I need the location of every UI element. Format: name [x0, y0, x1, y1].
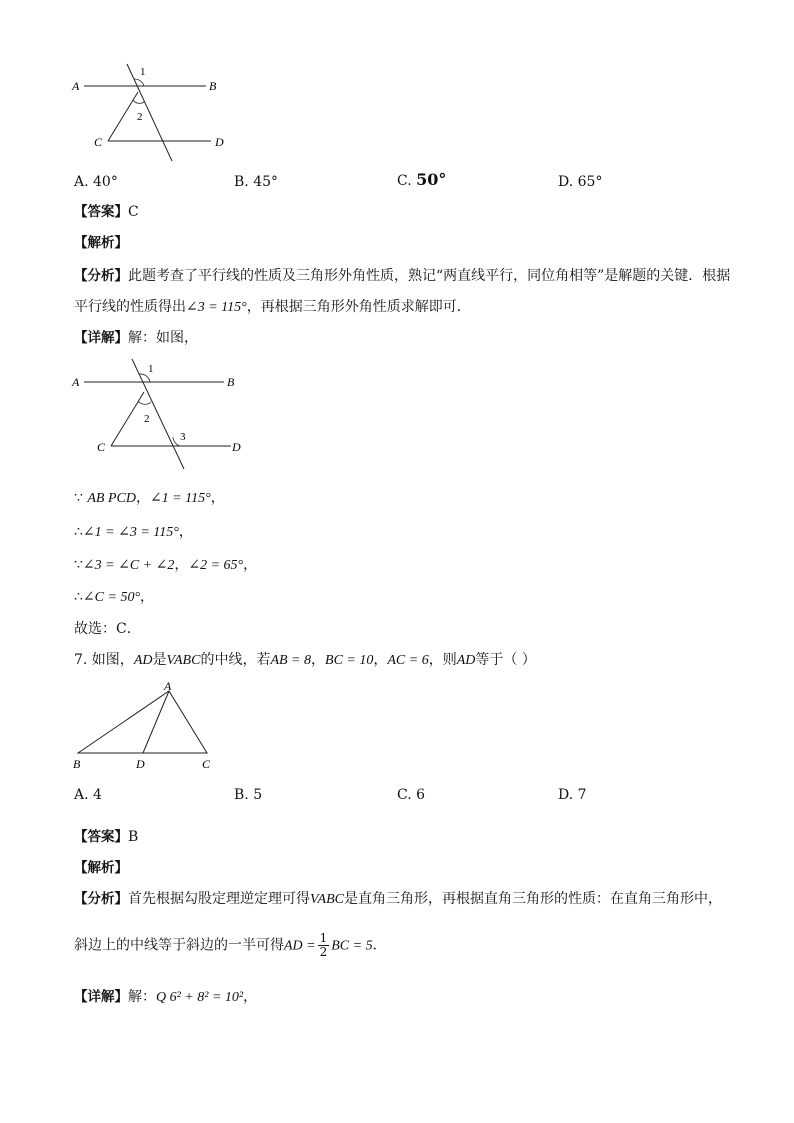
transversal — [127, 64, 172, 161]
q6-step-4 — [74, 587, 154, 608]
side-ce — [108, 92, 138, 141]
step-end: ， — [140, 589, 155, 605]
step-symbol: ∵ — [74, 557, 83, 573]
fenxi-text-1: 此题考查了平行线的性质及三角形外角性质，熟记“两直线平行，同位角相等”是解题的关键．根据 — [128, 268, 731, 284]
label-b: B — [227, 375, 235, 389]
q7-t3: ，则 — [428, 652, 457, 668]
label-d: D — [215, 135, 224, 149]
q7-option-d: D. 7 — [558, 787, 587, 803]
xiangjie-tag: 【详解】 — [74, 989, 128, 1005]
fenxi-text-2a: 斜边上的中线等于斜边的一半可得 — [74, 937, 284, 954]
fenxi-text-2b: ，再根据三角形外角性质求解即可． — [246, 299, 471, 315]
fenxi-math-angle3: ∠3 = 115° — [186, 300, 247, 315]
figure-2-svg — [66, 356, 256, 474]
side-ce — [111, 392, 144, 446]
answer-value: C — [128, 204, 139, 220]
label-c: C — [202, 757, 211, 771]
label-a: A — [72, 375, 80, 389]
transversal — [132, 359, 184, 469]
fraction-half — [318, 932, 330, 959]
q7-e1: AB = 8 — [270, 653, 312, 668]
label-c: C — [94, 135, 103, 149]
figure-parallel-lines-1 — [66, 60, 236, 166]
angle-2-arc — [138, 401, 151, 404]
step-end: ， — [243, 557, 258, 573]
xiangjie-math: Q 6² + 8² = 10² — [156, 990, 244, 1005]
q7-xiangjie — [74, 987, 257, 1008]
fenxi-triangle: VABC — [310, 892, 344, 907]
q6-option-c — [397, 170, 446, 191]
label-a: A — [72, 79, 80, 93]
label-c: C — [97, 440, 106, 454]
angle-2-arc — [133, 100, 144, 103]
q7-t4: 等于（ ） — [475, 652, 536, 668]
step-end: ， — [210, 490, 225, 506]
label-1: 1 — [148, 363, 154, 375]
step-math: ∠C = 50° — [82, 590, 141, 605]
q6-fenxi-line1 — [74, 266, 730, 286]
q6-fenxi-line2 — [74, 297, 471, 318]
step-math-2: ∠2 = 65° — [188, 558, 244, 573]
label-d: D — [136, 757, 145, 771]
answer-value: B — [128, 829, 139, 845]
step-symbol: ∴ — [74, 524, 83, 540]
q7-t2: 的中线，若 — [200, 652, 271, 668]
step-math: ∠1 = ∠3 = 115° — [82, 525, 179, 540]
q7-comma-1: ， — [311, 652, 326, 668]
step-math: AB PCD — [87, 491, 136, 506]
q6-step-1 — [74, 488, 225, 509]
fraction-denominator: 2 — [319, 945, 328, 959]
q6-xiangjie — [74, 328, 198, 348]
step-math: ∠3 = ∠C + ∠2 — [82, 558, 175, 573]
label-2: 2 — [144, 413, 150, 425]
analysis-tag: 【解析】 — [74, 235, 128, 251]
q7-triangle: VABC — [166, 653, 201, 668]
q6-option-b: B. 45° — [234, 174, 279, 190]
q6-answer — [74, 202, 139, 222]
label-a: A — [164, 680, 172, 693]
step-symbol: ∵ — [74, 490, 83, 506]
q6-step-2 — [74, 522, 193, 543]
step-math-2: ∠1 = 115° — [149, 491, 211, 506]
fenxi-text-2a: 平行线的性质得出 — [74, 299, 186, 315]
q7-analysis-tag — [74, 858, 128, 878]
figure-1-svg — [66, 60, 236, 166]
q6-choose: 故选：C． — [74, 621, 141, 637]
step-symbol: ∴ — [74, 589, 83, 605]
q7-t1: 是 — [152, 652, 167, 668]
label-3: 3 — [180, 431, 186, 443]
label-2: 2 — [137, 111, 143, 123]
analysis-tag: 【解析】 — [74, 860, 128, 876]
q7-ad-2: AD — [456, 653, 476, 668]
label-b: B — [209, 79, 217, 93]
q7-e3: AC = 6 — [387, 653, 429, 668]
q7-option-c: C. 6 — [397, 787, 426, 803]
fenxi-text-1b: 是直角三角形，再根据直角三角形的性质：在直角三角形中， — [343, 891, 722, 907]
fenxi-tag: 【分析】 — [74, 268, 128, 284]
fenxi-text-2b: ． — [372, 937, 387, 954]
fenxi-math-bc: BC = 5 — [331, 938, 373, 954]
step-sep: ， — [135, 490, 150, 506]
q7-option-b: B. 5 — [234, 787, 263, 803]
angle-3-arc — [173, 437, 180, 446]
fenxi-tag: 【分析】 — [74, 891, 128, 907]
label-1: 1 — [140, 66, 146, 78]
xiangjie-tag: 【详解】 — [74, 330, 128, 346]
q6-step-3 — [74, 555, 257, 576]
fenxi-text-1a: 首先根据勾股定理逆定理可得 — [128, 891, 310, 907]
figure-3-svg — [66, 680, 226, 772]
xiangjie-pre: 解： — [128, 989, 156, 1005]
q7-answer — [74, 827, 138, 847]
q7-e2: BC = 10 — [325, 653, 374, 668]
q7-option-a: A. 4 — [74, 787, 102, 803]
answer-tag: 【答案】 — [74, 829, 128, 845]
triangle-abc — [78, 691, 207, 753]
step-sep: ， — [174, 557, 189, 573]
q7-prefix: 7. 如图， — [74, 652, 134, 668]
q7-comma-2: ， — [373, 652, 388, 668]
q7-fenxi-line1 — [74, 889, 722, 910]
q6-option-a: A. 40° — [74, 174, 118, 190]
fraction-numerator: 1 — [319, 931, 328, 945]
fenxi-math-ad: AD = — [284, 938, 316, 954]
q7-question — [74, 650, 536, 671]
q7-ad: AD — [133, 653, 153, 668]
label-d: D — [232, 440, 241, 454]
q6-option-d: D. 65° — [558, 174, 603, 190]
answer-tag: 【答案】 — [74, 204, 128, 220]
xiangjie-post: ， — [243, 989, 258, 1005]
q7-fenxi-line2 — [74, 932, 387, 959]
step-end: ， — [178, 524, 193, 540]
figure-parallel-lines-2 — [66, 356, 256, 474]
q6-option-c-value: 50° — [416, 170, 447, 189]
figure-triangle-abc — [66, 680, 226, 772]
label-b: B — [73, 757, 81, 771]
xiangjie-text: 解：如图， — [128, 330, 198, 346]
q6-analysis-tag — [74, 233, 128, 253]
q6-option-c-prefix: C. — [397, 173, 412, 189]
